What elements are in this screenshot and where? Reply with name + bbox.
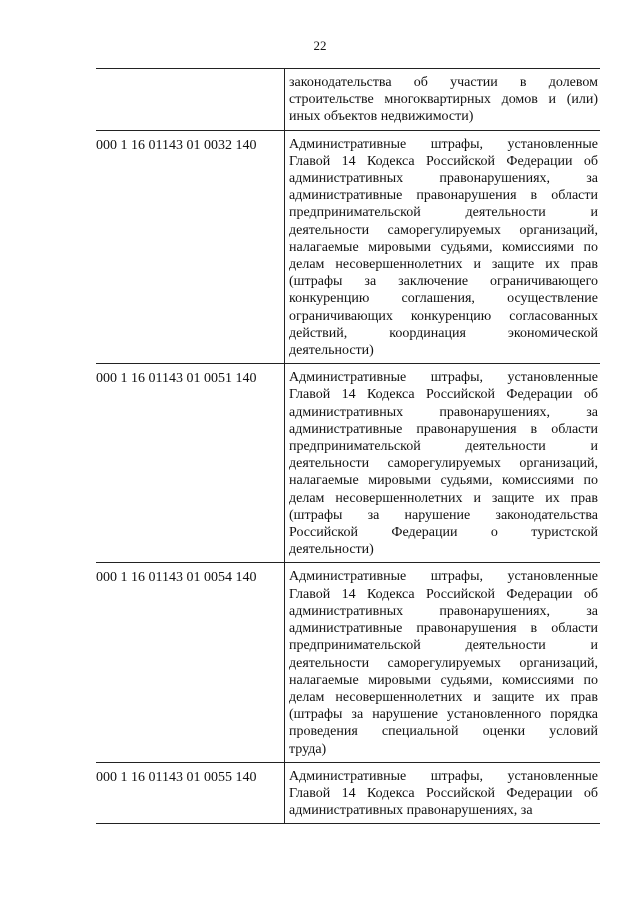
description-line: Главой 14 Кодекса Российской Федерации об — [289, 153, 598, 169]
description-line: Административные штрафы, установленные — [289, 768, 598, 784]
budget-code-cell: 000 1 16 01143 01 0055 140 — [96, 769, 257, 785]
description-line: (штрафы за нарушение установленного порядка — [289, 707, 598, 723]
description-line: делам несовершеннолетних и защите их прав — [289, 257, 598, 273]
budget-code-cell: 000 1 16 01143 01 0032 140 — [96, 137, 257, 153]
table-row — [96, 563, 600, 762]
description-line: Главой 14 Кодекса Российской Федерации об — [289, 387, 598, 403]
description-line: делам несовершеннолетних и защите их прав — [289, 490, 598, 506]
description-line: деятельности саморегулируемых организаций, — [289, 222, 598, 238]
description-line: делам несовершеннолетних и защите их прав — [289, 689, 598, 705]
description-line: административных правонарушениях, за — [289, 171, 598, 187]
description-line: деятельности саморегулируемых организаций, — [289, 456, 598, 472]
description-line: (штрафы за заключение ограничивающего — [289, 274, 598, 290]
description-line: ограничивающих конкуренцию согласованных — [289, 308, 598, 324]
description-cell — [284, 131, 600, 364]
description-line: строительстве многоквартирных домов и (или) — [289, 92, 598, 108]
budget-code-cell: 000 1 16 01143 01 0051 140 — [96, 371, 257, 387]
description-line: деятельности) — [289, 542, 374, 558]
description-line: (штрафы за нарушение законодательства — [289, 507, 598, 523]
description-line: административных правонарушениях, за — [289, 404, 598, 420]
description-line: предпринимательской деятельности и — [289, 638, 598, 654]
description-line: административных правонарушениях, за — [289, 603, 598, 619]
description-line: труда) — [289, 741, 327, 757]
description-line: иных объектов недвижимости) — [289, 109, 474, 125]
description-line: Главой 14 Кодекса Российской Федерации об — [289, 785, 598, 801]
classification-table — [96, 68, 600, 824]
description-line: административные правонарушения в области — [289, 421, 598, 437]
description-line: налагаемые мировыми судьями, комиссиями по — [289, 473, 598, 489]
description-line: законодательства об участии в долевом — [289, 75, 598, 90]
description-line: деятельности) — [289, 343, 374, 359]
page-number: 22 — [313, 38, 327, 53]
table-row — [96, 131, 600, 365]
description-line: Административные штрафы, установленные — [289, 370, 598, 386]
description-line: предпринимательской деятельности и — [289, 205, 598, 221]
description-line: административные правонарушения в области — [289, 621, 598, 637]
description-line: действий, координация экономической — [289, 325, 598, 341]
description-line: административных правонарушениях, за — [289, 803, 533, 819]
description-line: конкуренцию соглашения, осуществление — [289, 291, 598, 307]
description-line: деятельности саморегулируемых организаций, — [289, 655, 598, 671]
budget-code-cell — [96, 69, 284, 130]
description-line: проведения специальной оценки условий — [289, 724, 598, 740]
table-row — [96, 763, 600, 825]
description-cell — [284, 69, 600, 130]
table-row — [96, 364, 600, 563]
description-line: Административные штрафы, установленные — [289, 136, 598, 152]
description-line: налагаемые мировыми судьями, комиссиями по — [289, 239, 598, 255]
description-line: налагаемые мировыми судьями, комиссиями по — [289, 672, 598, 688]
description-cell — [284, 364, 600, 562]
description-line: Российской Федерации о туристской — [289, 525, 598, 541]
budget-code-cell: 000 1 16 01143 01 0054 140 — [96, 570, 257, 586]
description-line: Главой 14 Кодекса Российской Федерации об — [289, 586, 598, 602]
description-line: предпринимательской деятельности и — [289, 439, 598, 455]
table-row — [96, 69, 600, 131]
description-cell — [284, 563, 600, 761]
description-cell — [284, 763, 600, 824]
description-line: Административные штрафы, установленные — [289, 569, 598, 585]
description-line: административные правонарушения в области — [289, 188, 598, 204]
